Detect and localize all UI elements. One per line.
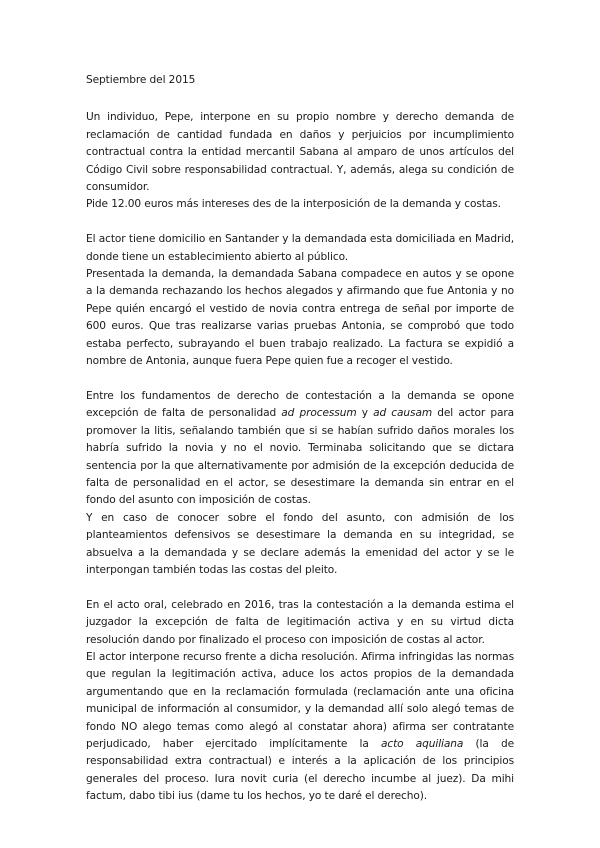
italic-term-ad-processum: ad processum <box>281 407 357 420</box>
paragraph-response: Presentada la demanda, la demandada Sabana compadece en autos y se opone a la demanda rechazando los hechos alegados y afirmando que fue Antonia y no Pepe quién encargó el vestido de novia contra entrega de señal por importe de 600 euros. Que tras realizarse varias pruebas Antonia, se comprobó que todo estaba perfecto, subrayando el buen trabajo realizado. La factura se expidió a nombre de Antonia, aunque fuera Pepe quien fue a recoger el vestido. <box>86 268 514 368</box>
paragraph-appeal <box>86 649 514 806</box>
text-run: Entre los fundamentos de derecho de contestación a la demanda se opone excepción de falta de personalidad <box>86 389 514 420</box>
text-run: El actor interpone recurso frente a dicha resolución. Afirma infringidas las normas que regulan la legitimación activa, aduce los actos propios de la demandada argumentando que en la reclamación formulada (reclamación ante una oficina municipal de información al consumidor, y la demandad allí solo alegó temas de fondo NO alego temas como alegó al constatar ahora) afirma ser contratante perjudicado, haber ejercitado implícitamente la <box>86 650 514 750</box>
paragraph-domicile: El actor tiene domicilio en Santander y la demandada esta domiciliada en Madrid, donde tiene un establecimiento abierto al público. <box>86 233 514 263</box>
text-run: y <box>356 407 374 420</box>
italic-term-acto-aquiliana: acto aquiliana <box>380 737 464 750</box>
paragraph-legal-grounds <box>86 388 514 510</box>
italic-term-ad-causam: ad causam <box>373 407 433 420</box>
paragraph-facts: Un individuo, Pepe, interpone en su propio nombre y derecho demanda de reclamación de cantidad fundada en daños y perjuicios por incumplimiento contractual contra la entidad mercantil Sabana al amparo de unos artículos del Código Civil sobre responsabilidad contractual. Y, además, alega su condición de consumidor. <box>86 111 514 194</box>
paragraph-claim: Pide 12.00 euros más intereses des de la interposición de la demanda y costas. <box>86 198 501 211</box>
text-run: del actor para promover la litis, señalando también que si se habían sufrido daños morales los habría sufrido la novia y no el novio. Terminaba solicitando que se dictara sentencia por la que alternativamente por admisión de la excepción deducida de falta de personalidad en el actor, se desestimare la demanda sin entrar en el fondo del asunto con imposición de costas. <box>86 407 514 507</box>
paragraph-oral-act: En el acto oral, celebrado en 2016, tras la contestación a la demanda estima el juzgador la excepción de falta de legitimación activa y en su virtud dicta resolución dando por finalizado el proceso con imposición de costas al actor. <box>86 598 514 646</box>
text-run: (la de responsabilidad extra contractual) e interés a la aplicación de los principios generales del proceso. Iura novit curia (el derecho incumbe al juez). Da mihi factum, dabo tibi ius (dame tu los hechos, yo te daré el derecho). <box>86 737 514 803</box>
paragraph-merits: Y en caso de conocer sobre el fondo del asunto, con admisión de los planteamientos defensivos se desestimare la demanda en su integridad, se absuelva a la demandada y se declare además la emenidad del actor y se le interpongan también todas las costas del pleito. <box>86 511 514 576</box>
document-date: Septiembre del 2015 <box>86 74 196 86</box>
